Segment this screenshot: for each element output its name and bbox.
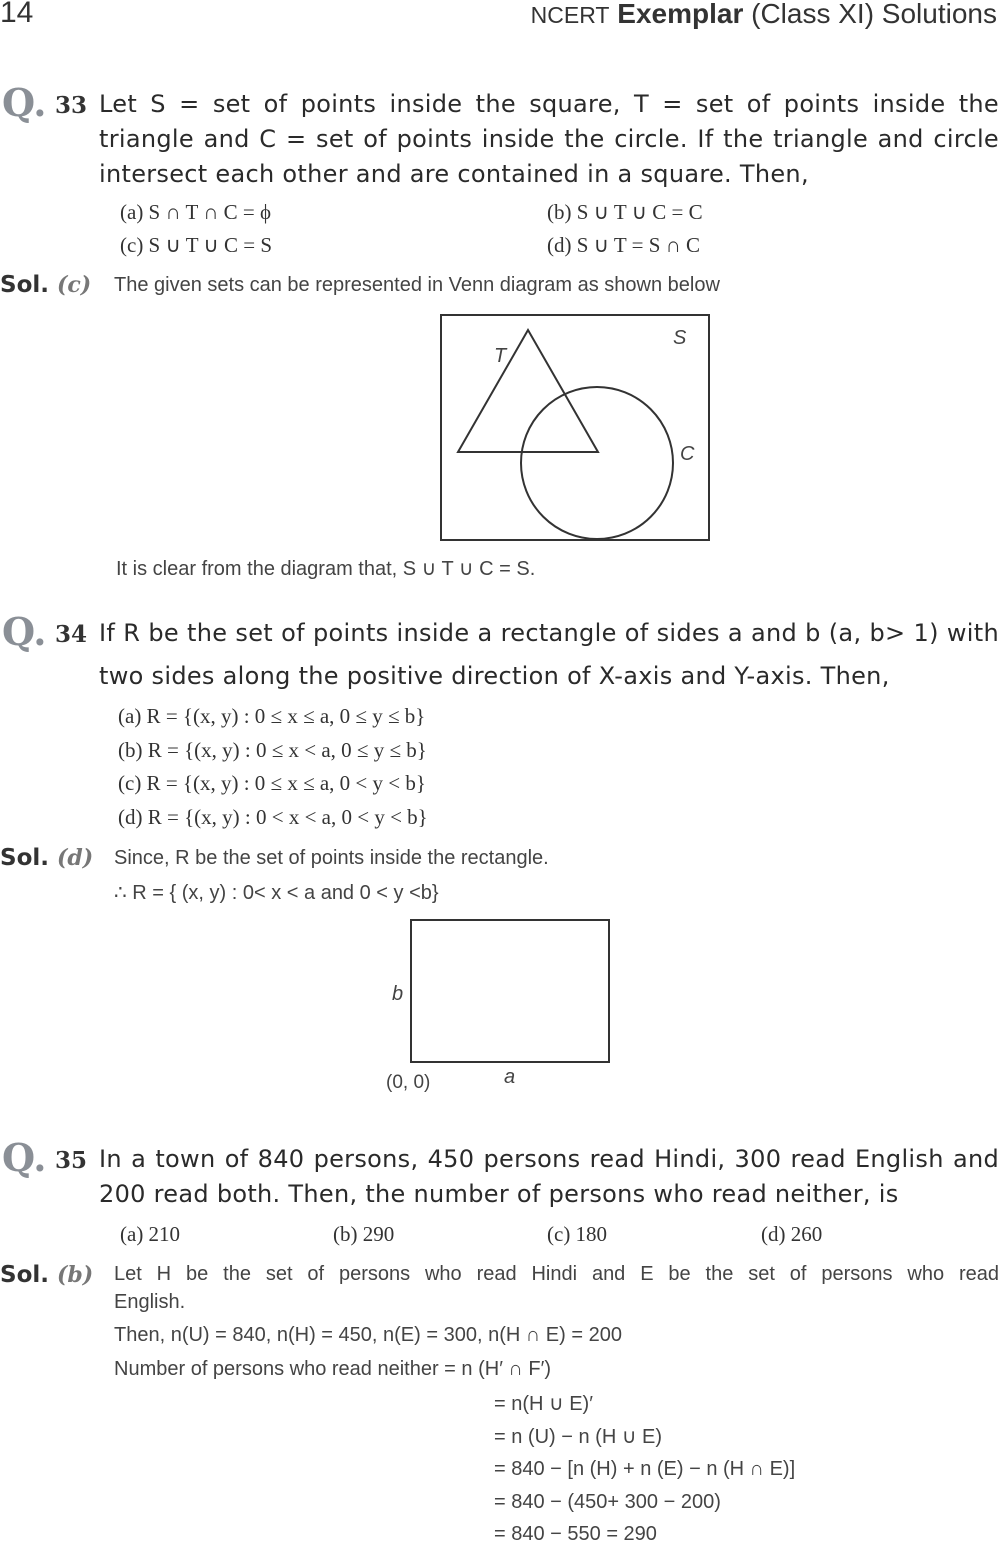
- question-text-line: 200 read both. Then, the number of persons who read neither, is: [99, 1180, 899, 1208]
- option-a: (a) S ∩ T ∩ C = ϕ: [120, 200, 272, 224]
- solution-answer: (d): [57, 845, 94, 871]
- question-text-line: If R be the set of points inside a rectangle of sides a and b (a, b> 1) with: [99, 619, 999, 647]
- circle-c: [521, 387, 673, 539]
- solution-label: Sol.: [0, 845, 49, 871]
- book-title: [531, 0, 997, 30]
- question-number: 33: [55, 92, 88, 119]
- option-b: (b) R = {(x, y) : 0 ≤ x < a, 0 ≤ y ≤ b}: [118, 738, 427, 762]
- solution-text: Number of persons who read neither = n (H′ ∩ F′): [114, 1358, 552, 1380]
- solution-text: Then, n(U) = 840, n(H) = 450, n(E) = 300, n(H ∩ E) = 200: [114, 1324, 622, 1346]
- title-suffix: (Class XI) Solutions: [751, 0, 997, 29]
- label-t: T: [494, 345, 507, 367]
- rectangle-r: [411, 920, 609, 1062]
- solution-step: = 840 − (450+ 300 − 200): [494, 1491, 721, 1513]
- venn-diagram: [440, 314, 710, 542]
- solution-step: = 840 − [n (H) + n (E) − n (H ∩ E)]: [494, 1458, 796, 1480]
- question-text-line: intersect each other and are contained in a square. Then,: [99, 160, 809, 188]
- solution-answer: (b): [57, 1262, 94, 1288]
- solution-step: = 840 − 550 = 290: [494, 1523, 657, 1545]
- question-text-line: triangle and C = set of points inside the circle. If the triangle and circle: [99, 125, 999, 153]
- square-s: [441, 315, 709, 540]
- title-prefix: NCERT: [530, 2, 610, 28]
- option-b: (b) S ∪ T ∪ C = C: [547, 200, 703, 224]
- solution-step: = n (U) − n (H ∪ E): [494, 1426, 663, 1448]
- option-d: (d) S ∪ T = S ∩ C: [547, 233, 701, 257]
- label-s: S: [673, 327, 687, 349]
- option-b: (b) 290: [333, 1222, 395, 1246]
- question-marker: Q.: [2, 80, 47, 125]
- solution-text: ∴ R = { (x, y) : 0< x < a and 0 < y <b}: [114, 882, 439, 904]
- label-c: C: [680, 443, 695, 465]
- solution-text: Let H be the set of persons who read Hindi and E be the set of persons who read: [114, 1263, 999, 1285]
- label-a: a: [504, 1066, 516, 1088]
- solution-text: Since, R be the set of points inside the rectangle.: [114, 847, 549, 869]
- solution-conclusion: It is clear from the diagram that, S ∪ T ∪ C = S.: [116, 558, 536, 580]
- option-d: (d) 260: [761, 1222, 823, 1246]
- solution-text: English.: [114, 1291, 186, 1313]
- solution-label: Sol.: [0, 272, 49, 298]
- label-b: b: [392, 983, 404, 1005]
- question-marker: Q.: [2, 1135, 47, 1180]
- solution-answer: (c): [57, 272, 92, 298]
- option-c: (c) S ∪ T ∪ C = S: [120, 233, 273, 257]
- option-a: (a) 210: [120, 1222, 181, 1246]
- solution-text: The given sets can be represented in Venn diagram as shown below: [114, 274, 720, 296]
- question-text-line: In a town of 840 persons, 450 persons read Hindi, 300 read English and: [99, 1145, 999, 1173]
- question-text-line: two sides along the positive direction of X-axis and Y-axis. Then,: [99, 662, 890, 690]
- option-c: (c) 180: [547, 1222, 608, 1246]
- page-number: 14: [0, 0, 34, 29]
- solution-step: = n(H ∪ E)′: [494, 1393, 593, 1415]
- label-origin: (0, 0): [386, 1072, 431, 1093]
- question-number: 35: [55, 1147, 88, 1174]
- rectangle-diagram: [380, 915, 620, 1095]
- question-marker: Q.: [2, 609, 47, 654]
- option-d: (d) R = {(x, y) : 0 < x < a, 0 < y < b}: [118, 805, 428, 829]
- title-bold: Exemplar: [617, 0, 744, 29]
- question-number: 34: [55, 621, 88, 648]
- option-c: (c) R = {(x, y) : 0 ≤ x ≤ a, 0 < y < b}: [118, 771, 426, 795]
- triangle-t: [458, 330, 598, 452]
- question-text-line: Let S = set of points inside the square, T = set of points inside the: [99, 90, 999, 118]
- option-a: (a) R = {(x, y) : 0 ≤ x ≤ a, 0 ≤ y ≤ b}: [118, 704, 426, 728]
- solution-label: Sol.: [0, 1262, 49, 1288]
